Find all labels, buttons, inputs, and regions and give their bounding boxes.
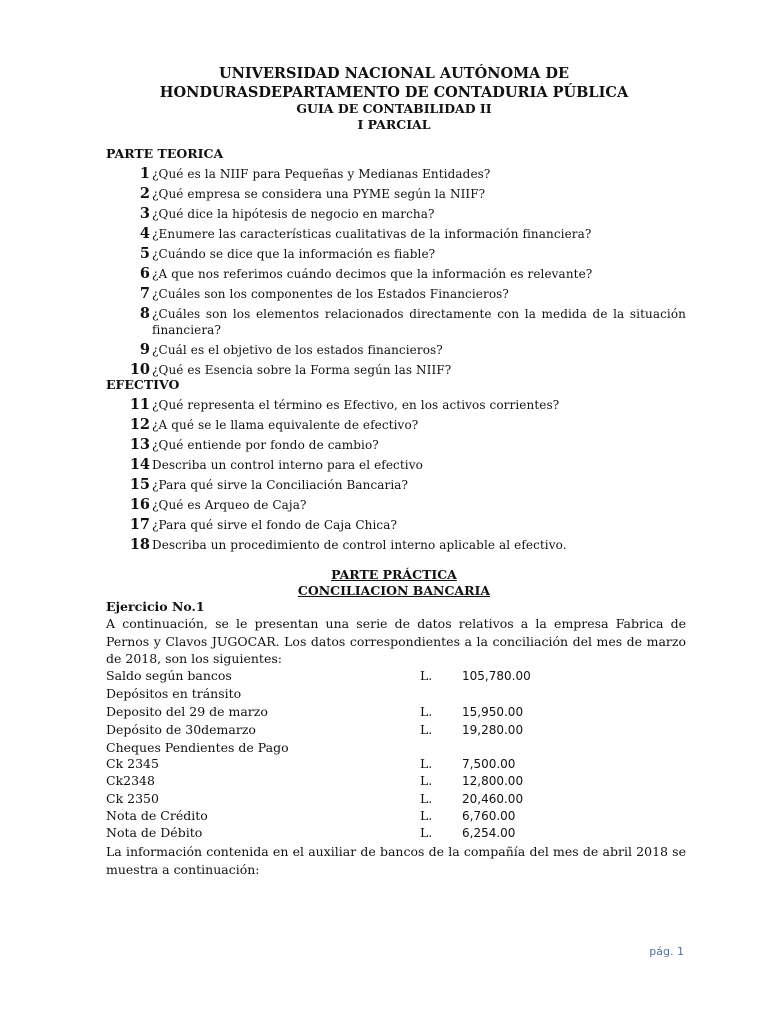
question-item	[106, 266, 686, 284]
question-item	[106, 226, 686, 244]
data-row	[106, 807, 686, 825]
page-number: pág. 1	[649, 945, 684, 958]
practice-subheading: CONCILIACION BANCARIA	[297, 583, 491, 598]
row-currency: L.	[420, 825, 433, 840]
row-amount: 6,760.00	[462, 809, 516, 823]
row-label: Nota de Crédito	[106, 808, 208, 823]
row-amount: 6,254.00	[462, 826, 516, 840]
exercise-title: Ejercicio No.1	[106, 599, 205, 614]
partial-title: I PARCIAL	[357, 117, 431, 132]
question-number: 8	[139, 305, 150, 322]
question-number: 12	[129, 416, 150, 433]
question-text: ¿Cuál es el objetivo de los estados financieros?	[152, 343, 443, 357]
question-text: ¿Para qué sirve la Conciliación Bancaria?	[152, 478, 409, 492]
question-item	[106, 166, 686, 184]
question-number: 3	[139, 205, 150, 222]
question-number: 5	[139, 245, 150, 262]
row-amount: 12,800.00	[462, 774, 524, 788]
row-currency: L.	[420, 773, 433, 788]
row-amount: 19,280.00	[462, 723, 524, 737]
row-label: Ck 2345	[106, 756, 159, 771]
question-number: 13	[129, 436, 150, 453]
question-item	[106, 286, 686, 304]
question-number: 14	[129, 456, 150, 473]
question-text: ¿Qué dice la hipótesis de negocio en marcha?	[152, 207, 435, 221]
question-text: ¿Para qué sirve el fondo de Caja Chica?	[152, 518, 398, 532]
question-item	[106, 306, 686, 340]
data-row	[106, 755, 686, 773]
question-item	[106, 457, 686, 475]
row-amount: 20,460.00	[462, 792, 524, 806]
question-text: ¿A qué se le llama equivalente de efectivo?	[152, 418, 419, 432]
question-text: ¿Qué es la NIIF para Pequeñas y Medianas Entidades?	[152, 167, 491, 181]
row-currency: L.	[420, 791, 433, 806]
question-number: 16	[129, 496, 150, 513]
question-item	[106, 517, 686, 535]
question-text: ¿Cuándo se dice que la información es fiable?	[152, 247, 436, 261]
question-item	[106, 477, 686, 495]
section-heading-efectivo: EFECTIVO	[106, 377, 180, 392]
question-number: 9	[139, 341, 150, 358]
row-currency: L.	[420, 756, 433, 771]
row-label: Ck2348	[106, 773, 155, 788]
question-number: 6	[139, 265, 150, 282]
question-text: Describa un control interno para el efectivo	[152, 458, 423, 472]
question-text: ¿Enumere las características cualitativas de la información financiera?	[152, 227, 592, 241]
row-label: Ck 2350	[106, 791, 159, 806]
question-text: ¿Qué empresa se considera una PYME según la NIIF?	[152, 187, 486, 201]
row-currency: L.	[420, 668, 433, 683]
question-item	[106, 342, 686, 360]
row-amount: 105,780.00	[462, 669, 531, 683]
question-number: 15	[129, 476, 150, 493]
question-item	[106, 206, 686, 224]
question-text: Describa un procedimiento de control interno aplicable al efectivo.	[152, 538, 567, 552]
question-item	[106, 362, 686, 380]
question-item	[106, 397, 686, 415]
data-row	[106, 721, 686, 739]
question-text: ¿Qué es Esencia sobre la Forma según las NIIF?	[152, 363, 452, 377]
question-item	[106, 497, 686, 515]
question-text: ¿Qué entiende por fondo de cambio?	[152, 438, 379, 452]
row-currency: L.	[420, 722, 433, 737]
data-row	[106, 685, 686, 703]
question-number: 4	[139, 225, 150, 242]
practice-heading: PARTE PRÁCTICA	[331, 567, 457, 582]
data-row	[106, 667, 686, 685]
question-number: 10	[129, 361, 150, 378]
question-item	[106, 186, 686, 204]
question-item	[106, 417, 686, 435]
row-currency: L.	[420, 808, 433, 823]
exercise-intro: A continuación, se le presentan una serie de datos relativos a la empresa Fabrica de Pernos y Clavos JUGOCAR. Los datos correspondientes a la conciliación del mes de marzo de 2018, son los siguientes:	[106, 616, 686, 666]
question-number: 18	[129, 536, 150, 553]
question-item	[106, 246, 686, 264]
question-text: ¿A que nos referimos cuándo decimos que la información es relevante?	[152, 267, 593, 281]
row-amount: 7,500.00	[462, 757, 516, 771]
question-number: 11	[129, 396, 150, 413]
question-text: ¿Qué representa el término es Efectivo, en los activos corrientes?	[152, 398, 560, 412]
question-item	[106, 437, 686, 455]
question-text: ¿Qué es Arqueo de Caja?	[152, 498, 307, 512]
question-number: 2	[139, 185, 150, 202]
document-title: UNIVERSIDAD NACIONAL AUTÓNOMA DE HONDURASDEPARTAMENTO DE CONTADURIA PÚBLICA	[159, 65, 629, 101]
row-label: Cheques Pendientes de Pago	[106, 740, 289, 755]
row-label: Deposito del 29 de marzo	[106, 704, 268, 719]
data-row	[106, 824, 686, 842]
row-amount: 15,950.00	[462, 705, 524, 719]
section-heading-teoria: PARTE TEORICA	[106, 146, 224, 161]
row-label: Depósitos en tránsito	[106, 686, 242, 701]
guide-title: GUIA DE CONTABILIDAD II	[296, 101, 492, 116]
row-label: Nota de Débito	[106, 825, 203, 840]
question-number: 7	[139, 285, 150, 302]
data-row	[106, 790, 686, 808]
question-number: 17	[129, 516, 150, 533]
row-currency: L.	[420, 704, 433, 719]
row-label: Depósito de 30demarzo	[106, 722, 256, 737]
row-label: Saldo según bancos	[106, 668, 232, 683]
question-text: ¿Cuáles son los componentes de los Estados Financieros?	[152, 287, 509, 301]
question-number: 1	[139, 165, 150, 182]
data-row	[106, 772, 686, 790]
closing-paragraph: La información contenida en el auxiliar de bancos de la compañía del mes de abril 2018 se muestra a continuación:	[106, 844, 686, 877]
data-row	[106, 703, 686, 721]
question-item	[106, 537, 686, 555]
question-text: ¿Cuáles son los elementos relacionados directamente con la medida de la situación financiera?	[152, 307, 686, 337]
